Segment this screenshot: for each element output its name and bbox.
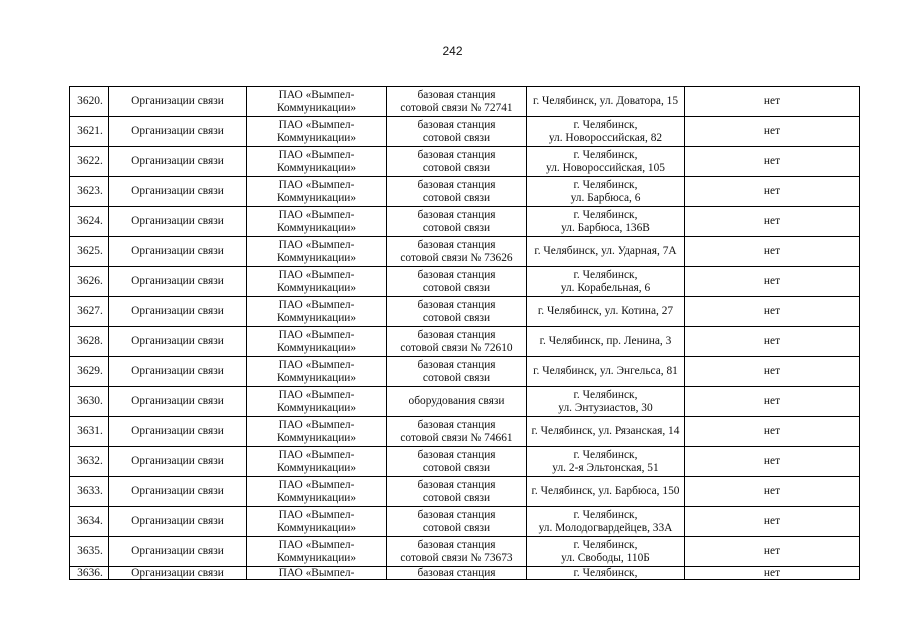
owner-line: ПАО «Вымпел-: [278, 567, 355, 579]
object-line: базовая станция: [417, 508, 496, 521]
object-line: сотовой связи: [422, 221, 491, 234]
owner-line: Коммуникации»: [276, 101, 357, 114]
flag-text: нет: [763, 275, 781, 287]
object-line: сотовой связи: [422, 311, 491, 324]
owner-cell: [247, 537, 387, 567]
object-line: базовая станция: [417, 118, 496, 131]
row-number-cell: [70, 147, 109, 177]
owner-cell: [247, 567, 387, 580]
address-line: ул. Барбюса, 6: [570, 191, 641, 204]
category-cell: [109, 447, 247, 477]
address-cell: [527, 297, 685, 327]
address-line: г. Челябинск, ул. Котина, 27: [537, 305, 674, 317]
owner-line: ПАО «Вымпел-: [278, 268, 355, 281]
address-line: ул. Энтузиастов, 30: [558, 401, 653, 414]
owner-line: Коммуникации»: [276, 191, 357, 204]
category-cell: [109, 297, 247, 327]
owner-line: Коммуникации»: [276, 461, 357, 474]
category-text: Организации связи: [131, 245, 224, 257]
object-line: базовая станция: [417, 208, 496, 221]
address-line: ул. Новороссийская, 105: [546, 161, 665, 174]
address-line: ул. Барбюса, 136В: [561, 221, 650, 234]
owner-line: Коммуникации»: [276, 431, 357, 444]
object-line: базовая станция: [417, 358, 496, 371]
category-text: Организации связи: [131, 335, 224, 347]
category-text: Организации связи: [131, 545, 224, 557]
object-line: базовая станция: [417, 328, 496, 341]
address-cell: [527, 177, 685, 207]
address-line: г. Челябинск,: [573, 448, 638, 461]
object-line: сотовой связи № 73673: [400, 551, 513, 564]
flag-text: нет: [763, 305, 781, 317]
table-row: [70, 177, 860, 207]
object-line: базовая станция: [417, 88, 496, 101]
table-row: [70, 117, 860, 147]
owner-line: ПАО «Вымпел-: [278, 388, 355, 401]
address-line: г. Челябинск, ул. Рязанская, 14: [531, 425, 680, 437]
category-cell: [109, 327, 247, 357]
owner-line: ПАО «Вымпел-: [278, 478, 355, 491]
address-line: г. Челябинск, пр. Ленина, 3: [539, 335, 672, 347]
flag-cell: [685, 477, 860, 507]
flag-cell: [685, 87, 860, 117]
flag-text: нет: [763, 125, 781, 137]
flag-cell: [685, 297, 860, 327]
row-number-text: 3632.: [77, 455, 103, 467]
owner-line: Коммуникации»: [276, 521, 357, 534]
address-cell: [527, 507, 685, 537]
object-line: базовая станция: [417, 448, 496, 461]
owner-cell: [247, 237, 387, 267]
category-text: Организации связи: [131, 485, 224, 497]
row-number-text: 3621.: [77, 125, 103, 137]
owner-line: ПАО «Вымпел-: [278, 508, 355, 521]
object-line: сотовой связи: [422, 371, 491, 384]
row-number-cell: [70, 297, 109, 327]
category-cell: [109, 357, 247, 387]
object-line: сотовой связи: [422, 131, 491, 144]
category-cell: [109, 507, 247, 537]
flag-cell: [685, 357, 860, 387]
owner-line: ПАО «Вымпел-: [278, 328, 355, 341]
owner-line: Коммуникации»: [276, 221, 357, 234]
row-number-cell: [70, 207, 109, 237]
category-text: Организации связи: [131, 95, 224, 107]
address-cell: [527, 537, 685, 567]
address-line: г. Челябинск, ул. Доватора, 15: [532, 95, 679, 107]
object-line: сотовой связи № 74661: [400, 431, 513, 444]
table-row: [70, 567, 860, 580]
flag-cell: [685, 117, 860, 147]
owner-line: ПАО «Вымпел-: [278, 178, 355, 191]
table-row: [70, 357, 860, 387]
category-text: Организации связи: [131, 365, 224, 377]
owner-line: ПАО «Вымпел-: [278, 148, 355, 161]
flag-text: нет: [763, 485, 781, 497]
row-number-cell: [70, 87, 109, 117]
row-number-text: 3626.: [77, 275, 103, 287]
row-number-cell: [70, 507, 109, 537]
address-line: г. Челябинск,: [573, 148, 638, 161]
flag-cell: [685, 267, 860, 297]
page-number: 242: [442, 44, 463, 58]
flag-cell: [685, 327, 860, 357]
object-cell: [387, 87, 527, 117]
row-number-text: 3620.: [77, 95, 103, 107]
owner-cell: [247, 357, 387, 387]
flag-cell: [685, 417, 860, 447]
owner-line: ПАО «Вымпел-: [278, 418, 355, 431]
row-number-text: 3630.: [77, 395, 103, 407]
row-number-text: 3636.: [77, 567, 103, 579]
table-row: [70, 297, 860, 327]
row-number-cell: [70, 327, 109, 357]
registry-table-body: [70, 87, 860, 580]
flag-text: нет: [763, 545, 781, 557]
row-number-cell: [70, 357, 109, 387]
address-cell: [527, 117, 685, 147]
row-number-text: 3622.: [77, 155, 103, 167]
address-line: ул. Молодогвардейцев, 33А: [538, 521, 673, 534]
owner-cell: [247, 147, 387, 177]
object-cell: [387, 507, 527, 537]
category-cell: [109, 207, 247, 237]
object-cell: [387, 327, 527, 357]
flag-cell: [685, 237, 860, 267]
object-line: базовая станция: [417, 298, 496, 311]
address-cell: [527, 327, 685, 357]
object-cell: [387, 477, 527, 507]
flag-cell: [685, 177, 860, 207]
flag-text: нет: [763, 245, 781, 257]
object-cell: [387, 147, 527, 177]
object-line: сотовой связи: [422, 491, 491, 504]
row-number-text: 3635.: [77, 545, 103, 557]
category-cell: [109, 237, 247, 267]
registry-table: [69, 86, 860, 580]
row-number-text: 3633.: [77, 485, 103, 497]
row-number-text: 3634.: [77, 515, 103, 527]
address-line: ул. 2-я Эльтонская, 51: [552, 461, 659, 474]
object-line: базовая станция: [417, 567, 496, 579]
flag-text: нет: [763, 335, 781, 347]
address-line: ул. Новороссийская, 82: [548, 131, 663, 144]
flag-text: нет: [763, 365, 781, 377]
address-cell: [527, 147, 685, 177]
flag-cell: [685, 387, 860, 417]
object-cell: [387, 117, 527, 147]
object-cell: [387, 447, 527, 477]
row-number-text: 3627.: [77, 305, 103, 317]
flag-cell: [685, 147, 860, 177]
table-row: [70, 207, 860, 237]
address-line: г. Челябинск, ул. Барбюса, 150: [531, 485, 680, 497]
address-line: г. Челябинск,: [573, 388, 638, 401]
address-cell: [527, 567, 685, 580]
address-line: г. Челябинск,: [573, 538, 638, 551]
object-cell: [387, 177, 527, 207]
table-row: [70, 507, 860, 537]
row-number-text: 3624.: [77, 215, 103, 227]
table-row: [70, 477, 860, 507]
object-cell: [387, 267, 527, 297]
category-cell: [109, 87, 247, 117]
row-number-text: 3629.: [77, 365, 103, 377]
row-number-cell: [70, 417, 109, 447]
table-row: [70, 447, 860, 477]
category-cell: [109, 177, 247, 207]
table-row: [70, 87, 860, 117]
category-cell: [109, 387, 247, 417]
address-line: г. Челябинск,: [573, 118, 638, 131]
object-cell: [387, 537, 527, 567]
category-text: Организации связи: [131, 395, 224, 407]
flag-text: нет: [763, 455, 781, 467]
object-line: сотовой связи: [422, 461, 491, 474]
owner-line: ПАО «Вымпел-: [278, 358, 355, 371]
object-line: сотовой связи № 72610: [400, 341, 513, 354]
category-text: Организации связи: [131, 155, 224, 167]
owner-line: ПАО «Вымпел-: [278, 238, 355, 251]
category-text: Организации связи: [131, 125, 224, 137]
category-cell: [109, 477, 247, 507]
flag-cell: [685, 447, 860, 477]
owner-line: Коммуникации»: [276, 551, 357, 564]
owner-cell: [247, 267, 387, 297]
owner-line: Коммуникации»: [276, 401, 357, 414]
owner-line: Коммуникации»: [276, 371, 357, 384]
owner-line: Коммуникации»: [276, 131, 357, 144]
owner-cell: [247, 117, 387, 147]
address-line: г. Челябинск,: [573, 268, 638, 281]
category-text: Организации связи: [131, 305, 224, 317]
row-number-cell: [70, 537, 109, 567]
owner-cell: [247, 297, 387, 327]
object-line: базовая станция: [417, 268, 496, 281]
row-number-cell: [70, 177, 109, 207]
owner-cell: [247, 327, 387, 357]
object-cell: [387, 567, 527, 580]
address-line: ул. Корабельная, 6: [560, 281, 651, 294]
address-line: г. Челябинск,: [573, 508, 638, 521]
object-line: базовая станция: [417, 148, 496, 161]
owner-line: Коммуникации»: [276, 491, 357, 504]
owner-line: Коммуникации»: [276, 341, 357, 354]
category-text: Организации связи: [131, 185, 224, 197]
category-cell: [109, 117, 247, 147]
address-cell: [527, 357, 685, 387]
owner-cell: [247, 387, 387, 417]
object-line: базовая станция: [417, 238, 496, 251]
address-line: г. Челябинск, ул. Энгельса, 81: [533, 365, 678, 377]
flag-cell: [685, 507, 860, 537]
owner-line: ПАО «Вымпел-: [278, 88, 355, 101]
address-cell: [527, 447, 685, 477]
row-number-text: 3631.: [77, 425, 103, 437]
object-line: оборудования связи: [408, 395, 505, 407]
owner-cell: [247, 207, 387, 237]
owner-line: Коммуникации»: [276, 251, 357, 264]
address-line: г. Челябинск,: [573, 208, 638, 221]
owner-cell: [247, 177, 387, 207]
object-line: базовая станция: [417, 178, 496, 191]
object-line: базовая станция: [417, 538, 496, 551]
object-line: сотовой связи: [422, 521, 491, 534]
flag-text: нет: [763, 567, 781, 579]
owner-line: ПАО «Вымпел-: [278, 448, 355, 461]
object-line: сотовой связи № 72741: [400, 101, 513, 114]
row-number-cell: [70, 117, 109, 147]
row-number-text: 3625.: [77, 245, 103, 257]
row-number-text: 3628.: [77, 335, 103, 347]
category-text: Организации связи: [131, 425, 224, 437]
owner-line: ПАО «Вымпел-: [278, 298, 355, 311]
table-row: [70, 267, 860, 297]
table-row: [70, 387, 860, 417]
row-number-cell: [70, 267, 109, 297]
row-number-cell: [70, 477, 109, 507]
owner-cell: [247, 507, 387, 537]
owner-cell: [247, 447, 387, 477]
object-line: сотовой связи: [422, 191, 491, 204]
object-cell: [387, 417, 527, 447]
object-cell: [387, 387, 527, 417]
owner-line: Коммуникации»: [276, 281, 357, 294]
flag-text: нет: [763, 395, 781, 407]
address-cell: [527, 237, 685, 267]
owner-line: ПАО «Вымпел-: [278, 538, 355, 551]
category-cell: [109, 147, 247, 177]
table-row: [70, 417, 860, 447]
category-text: Организации связи: [131, 567, 224, 579]
object-line: сотовой связи: [422, 281, 491, 294]
flag-cell: [685, 537, 860, 567]
category-text: Организации связи: [131, 215, 224, 227]
address-line: г. Челябинск,: [573, 178, 638, 191]
category-text: Организации связи: [131, 275, 224, 287]
address-cell: [527, 267, 685, 297]
address-cell: [527, 417, 685, 447]
row-number-text: 3623.: [77, 185, 103, 197]
object-cell: [387, 297, 527, 327]
object-line: сотовой связи № 73626: [400, 251, 513, 264]
table-row: [70, 327, 860, 357]
owner-line: Коммуникации»: [276, 161, 357, 174]
flag-text: нет: [763, 95, 781, 107]
flag-cell: [685, 207, 860, 237]
object-line: сотовой связи: [422, 161, 491, 174]
category-cell: [109, 567, 247, 580]
category-cell: [109, 537, 247, 567]
object-cell: [387, 207, 527, 237]
owner-line: Коммуникации»: [276, 311, 357, 324]
flag-text: нет: [763, 425, 781, 437]
flag-text: нет: [763, 515, 781, 527]
category-cell: [109, 417, 247, 447]
address-line: г. Челябинск, ул. Ударная, 7А: [534, 245, 677, 257]
flag-text: нет: [763, 155, 781, 167]
object-cell: [387, 237, 527, 267]
address-cell: [527, 207, 685, 237]
flag-text: нет: [763, 215, 781, 227]
table-row: [70, 537, 860, 567]
object-cell: [387, 357, 527, 387]
address-line: г. Челябинск,: [573, 567, 638, 579]
flag-cell: [685, 567, 860, 580]
row-number-cell: [70, 567, 109, 580]
owner-cell: [247, 87, 387, 117]
category-cell: [109, 267, 247, 297]
row-number-cell: [70, 237, 109, 267]
category-text: Организации связи: [131, 515, 224, 527]
address-cell: [527, 387, 685, 417]
owner-line: ПАО «Вымпел-: [278, 118, 355, 131]
row-number-cell: [70, 387, 109, 417]
table-row: [70, 237, 860, 267]
object-line: базовая станция: [417, 478, 496, 491]
address-line: ул. Свободы, 110Б: [561, 551, 650, 564]
owner-cell: [247, 417, 387, 447]
flag-text: нет: [763, 185, 781, 197]
owner-line: ПАО «Вымпел-: [278, 208, 355, 221]
address-cell: [527, 477, 685, 507]
object-line: базовая станция: [417, 418, 496, 431]
table-row: [70, 147, 860, 177]
category-text: Организации связи: [131, 455, 224, 467]
row-number-cell: [70, 447, 109, 477]
owner-cell: [247, 477, 387, 507]
address-cell: [527, 87, 685, 117]
